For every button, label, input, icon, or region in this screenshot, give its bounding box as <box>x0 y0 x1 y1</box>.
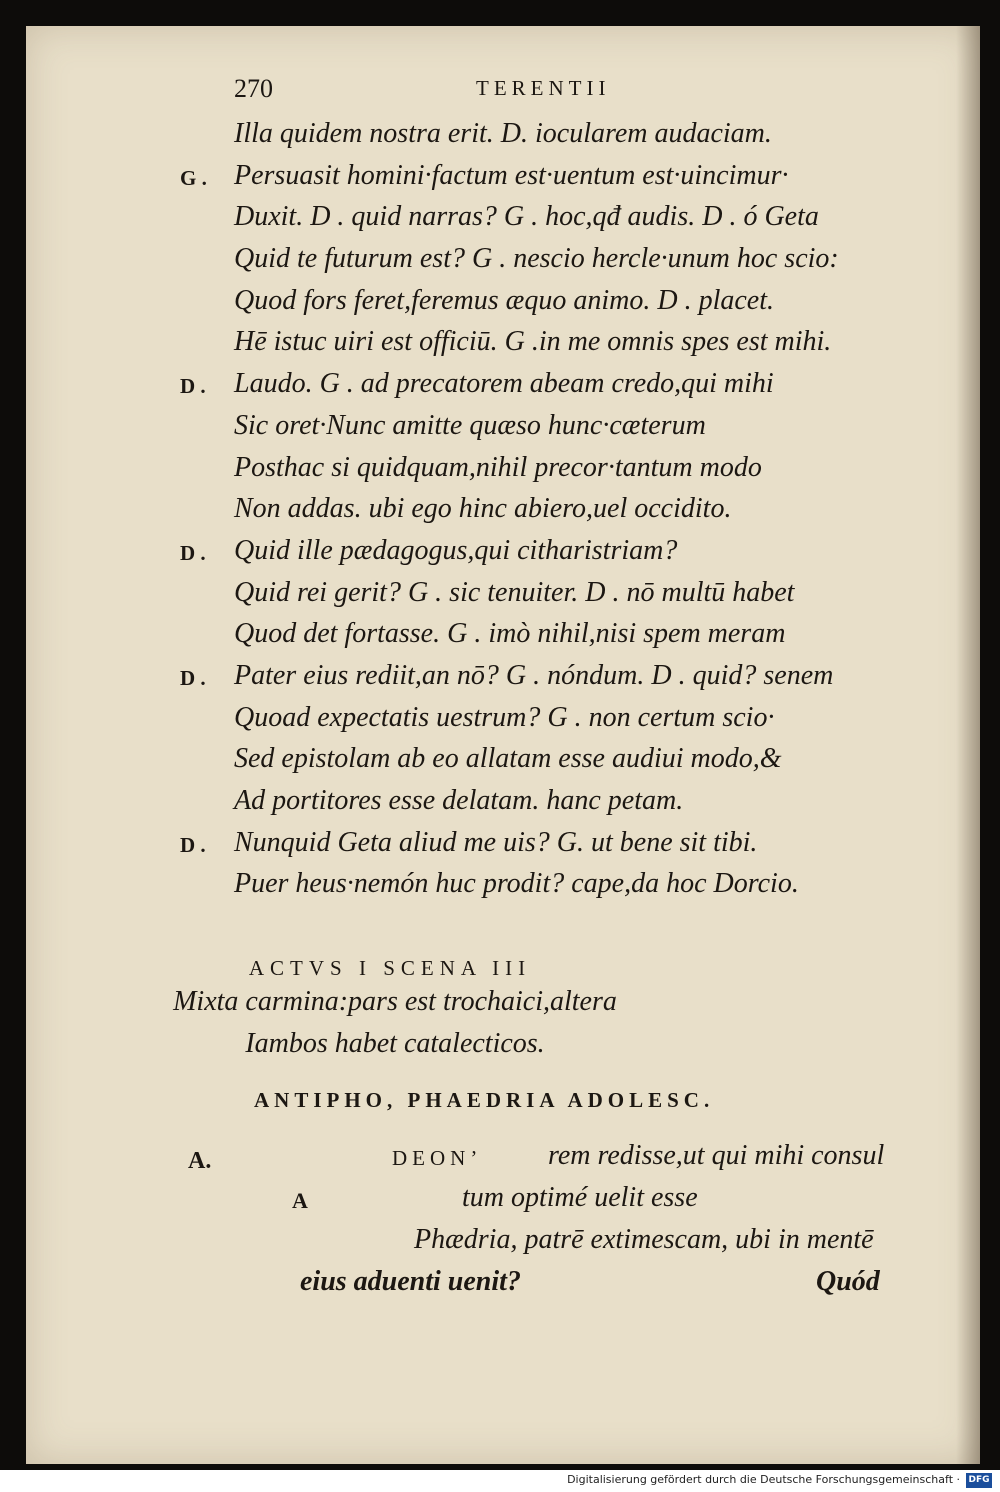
verse-line <box>0 285 1000 327</box>
verse-text: Duxit. D . quid narras? G . hoc,qđ audis. D . ó Geta <box>234 201 819 233</box>
verse-text: Sic oret·Nunc amitte quæso hunc·cæterum <box>234 409 706 441</box>
scene-line-3: Phædria, patrē extimescam, ubi in mentē <box>414 1224 874 1255</box>
scene-line-1: rem redisse,ut qui mihi consul <box>548 1140 885 1171</box>
verse-line <box>0 326 1000 368</box>
speaker-label: D . <box>180 833 206 858</box>
running-head: TERENTII <box>476 76 611 100</box>
speaker-label: A. <box>188 1148 212 1174</box>
verse-text: Posthac si quidquam,nihil precor·tantum modo <box>234 451 762 483</box>
verse-text: Pater eius rediit,an nō? G . nóndum. D . quid? senem <box>234 659 834 691</box>
dramatis-personae: ANTIPHO, PHAEDRIA ADOLESC. <box>254 1088 715 1112</box>
verse-line <box>0 535 1000 577</box>
verse-text: Quod det fortasse. G . imò nihil,nisi spem meram <box>234 618 786 650</box>
speaker-label: G . <box>180 166 207 191</box>
speaker-label: D . <box>180 541 206 566</box>
speaker-label: D . <box>180 666 206 691</box>
dfg-logo-icon: DFG <box>966 1473 992 1488</box>
initial-capital: A <box>292 1188 308 1213</box>
verse-line <box>0 868 1000 910</box>
verse-line <box>0 785 1000 827</box>
verse-line <box>0 618 1000 660</box>
verse-line <box>0 743 1000 785</box>
verse-line <box>0 201 1000 243</box>
verse-text: Hē istuc uiri est officiū. G .in me omnis spes est mihi. <box>234 326 832 358</box>
verse-text: Non addas. ubi ego hinc abiero,uel occidito. <box>234 493 732 525</box>
verse-text: Nunquid Geta aliud me uis? G. ut bene sit tibi. <box>234 826 758 858</box>
verse-line <box>0 160 1000 202</box>
verse-line <box>0 493 1000 535</box>
verse-text: Ad portitores esse delatam. hanc petam. <box>234 785 684 816</box>
meter-note-line-1: Mixta carmina:pars est trochaici,altera <box>173 986 617 1017</box>
verse-text: Quoad expectatis uestrum? G . non certum scio· <box>234 701 775 733</box>
verse-text: Laudo. G . ad precatorem abeam credo,qui mihi <box>234 368 774 400</box>
opening-word: DEON’ <box>392 1146 483 1170</box>
verse-text: Quod fors feret,feremus æquo animo. D . placet. <box>234 284 774 316</box>
funding-credit: Digitalisierung gefördert durch die Deutsche Forschungsgemeinschaft · <box>567 1473 960 1486</box>
verse-text: Persuasit homini·factum est·uentum est·uincimur· <box>234 159 789 191</box>
verse-text: Puer heus·nemón huc prodit? cape,da hoc Dorcio. <box>234 868 799 900</box>
catchword: Quód <box>816 1266 880 1297</box>
scene-line-4: eius aduenti uenit? <box>300 1266 521 1297</box>
verse-line <box>0 660 1000 702</box>
verse-line <box>0 452 1000 494</box>
verse-line <box>0 577 1000 619</box>
verse-line <box>0 368 1000 410</box>
verse-text: Sed epistolam ab eo allatam esse audiui modo,& <box>234 743 782 775</box>
verse-text: Quid ille pædagogus,qui citharistriam? <box>234 534 678 566</box>
verse-line <box>0 118 1000 160</box>
speaker-label: D . <box>180 374 206 399</box>
scene-line-2: tum optimé uelit esse <box>462 1182 698 1213</box>
verse-line <box>0 827 1000 869</box>
verse-text: Illa quidem nostra erit. D. iocularem audaciam. <box>234 118 772 149</box>
verse-line <box>0 702 1000 744</box>
act-title: ACTVS I SCENA III <box>248 956 532 980</box>
verse-text: Quid rei gerit? G . sic tenuiter. D . nō multū habet <box>234 576 795 608</box>
verse-block <box>0 118 1000 910</box>
act-heading-block <box>0 956 1000 1065</box>
footer-bar <box>0 1470 1000 1492</box>
page-header <box>0 74 1000 114</box>
verse-line <box>0 410 1000 452</box>
meter-note-line-2: Iambos habet catalecticos. <box>245 1028 545 1059</box>
page-number: 270 <box>234 74 273 103</box>
verse-text: Quid te futurum est? G . nescio hercle·unum hoc scio: <box>234 243 839 275</box>
verse-line <box>0 243 1000 285</box>
